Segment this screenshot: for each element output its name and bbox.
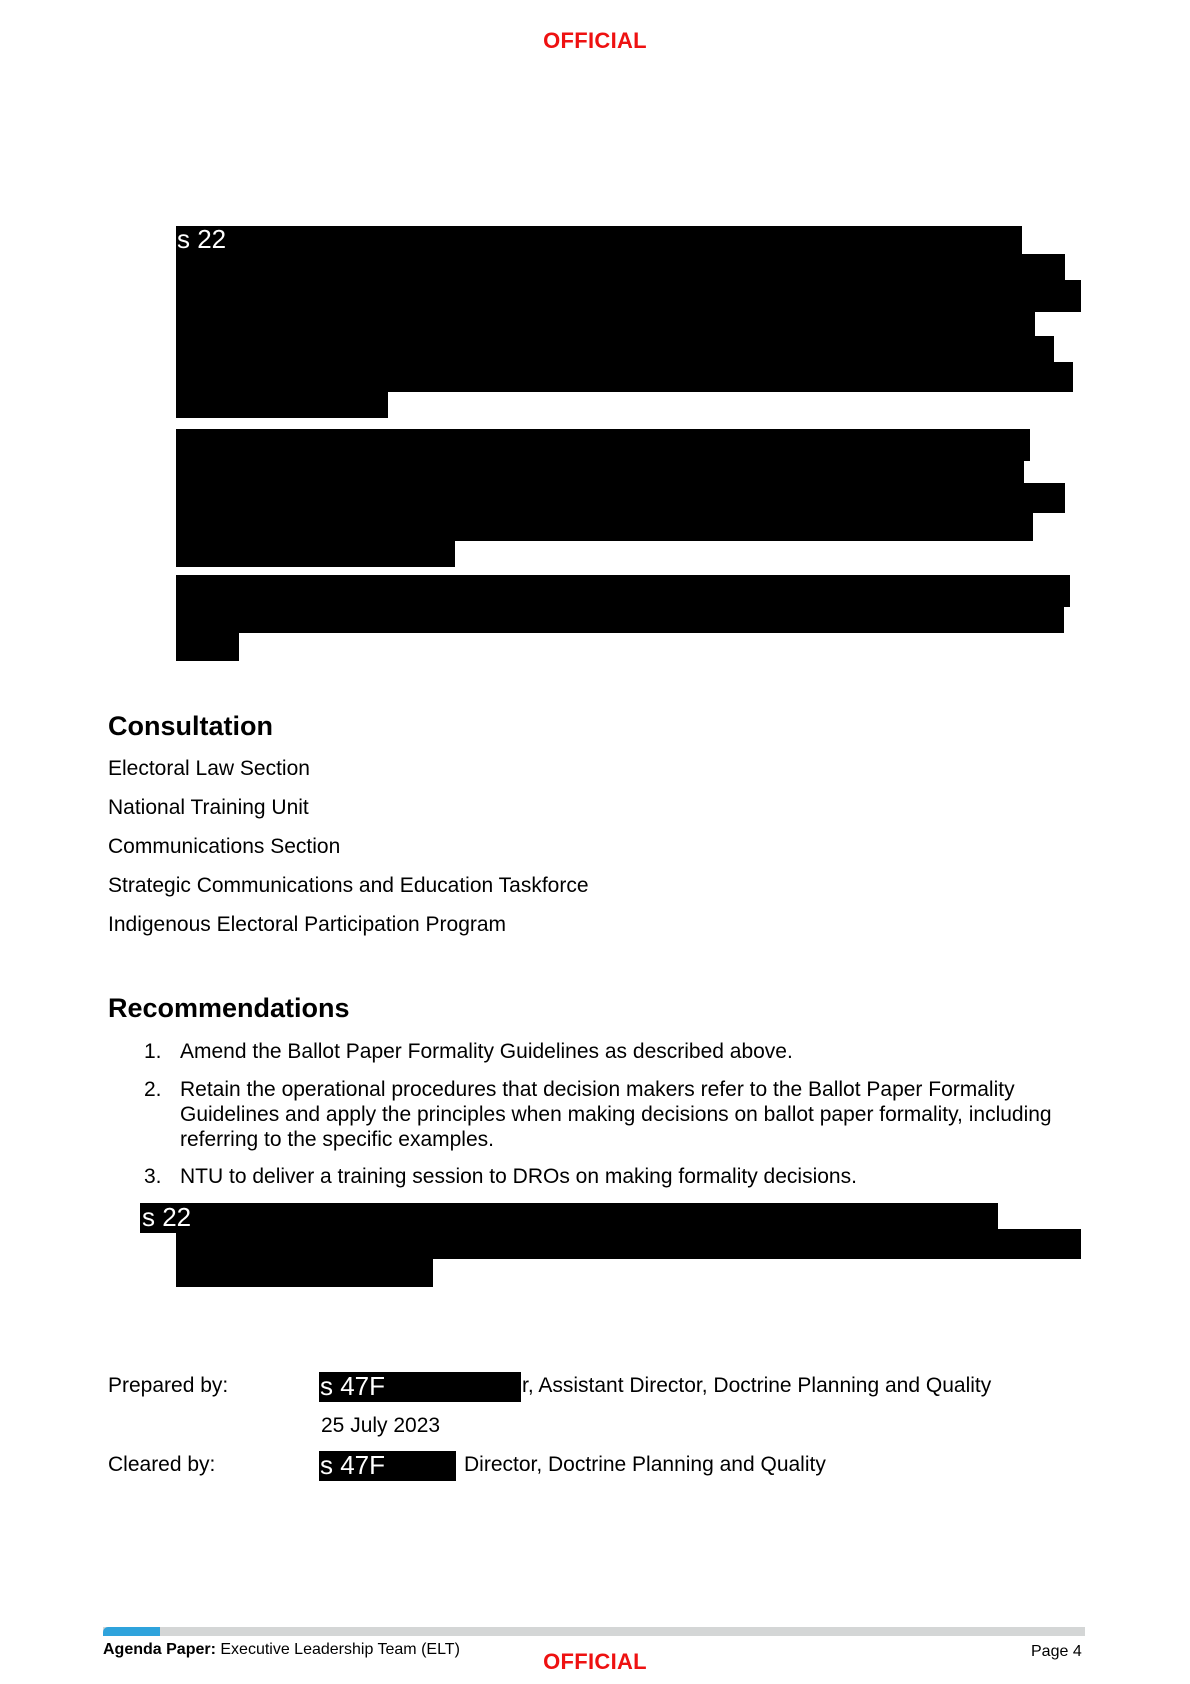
recommendation-number: 2. (144, 1078, 162, 1101)
redaction-cleared-name (319, 1451, 456, 1481)
redaction-label-top: s 22 (177, 224, 227, 254)
recommendation-number: 1. (144, 1040, 162, 1063)
recommendation-number: 3. (144, 1165, 162, 1188)
footer-page-number: Page 4 (1031, 1643, 1082, 1660)
consultation-heading: Consultation (108, 711, 273, 741)
footer-bar (103, 1627, 1085, 1636)
redaction-label-prepared: s 47F (320, 1371, 386, 1401)
consultation-item: Communications Section (108, 835, 341, 858)
footer-title-bold: Agenda Paper: (103, 1641, 216, 1658)
consultation-item: Electoral Law Section (108, 757, 310, 780)
recommendation-text: Amend the Ballot Paper Formality Guidelines as described above. (180, 1040, 793, 1063)
prepared-date: 25 July 2023 (321, 1414, 441, 1437)
cleared-by-role: Director, Doctrine Planning and Quality (464, 1453, 826, 1476)
footer-title-rest: Executive Leadership Team (ELT) (215, 1641, 460, 1658)
redaction-label-cleared: s 47F (320, 1450, 386, 1480)
recommendation-text: NTU to deliver a training session to DROs on making formality decisions. (180, 1165, 857, 1188)
recommendation-text: Retain the operational procedures that decision makers refer to the Ballot Paper Formality Guidelines and apply the principles when making decisions on ballot paper formality, including referring to the specific examples. (180, 1078, 1052, 1151)
prepared-by-role: r, Assistant Director, Doctrine Planning and Quality (522, 1374, 992, 1397)
prepared-by-label: Prepared by: (108, 1374, 229, 1397)
consultation-item: Indigenous Electoral Participation Program (108, 913, 507, 936)
cleared-by-label: Cleared by: (108, 1453, 216, 1476)
redaction-label-recommendation: s 22 (142, 1202, 192, 1232)
header-classification: OFFICIAL (543, 28, 647, 53)
consultation-item: National Training Unit (108, 796, 309, 819)
footer-bar-accent (103, 1627, 160, 1636)
footer-classification: OFFICIAL (543, 1649, 647, 1674)
consultation-item: Strategic Communications and Education Taskforce (108, 874, 589, 897)
recommendations-heading: Recommendations (108, 993, 350, 1023)
redaction-prepared-name (319, 1372, 521, 1402)
